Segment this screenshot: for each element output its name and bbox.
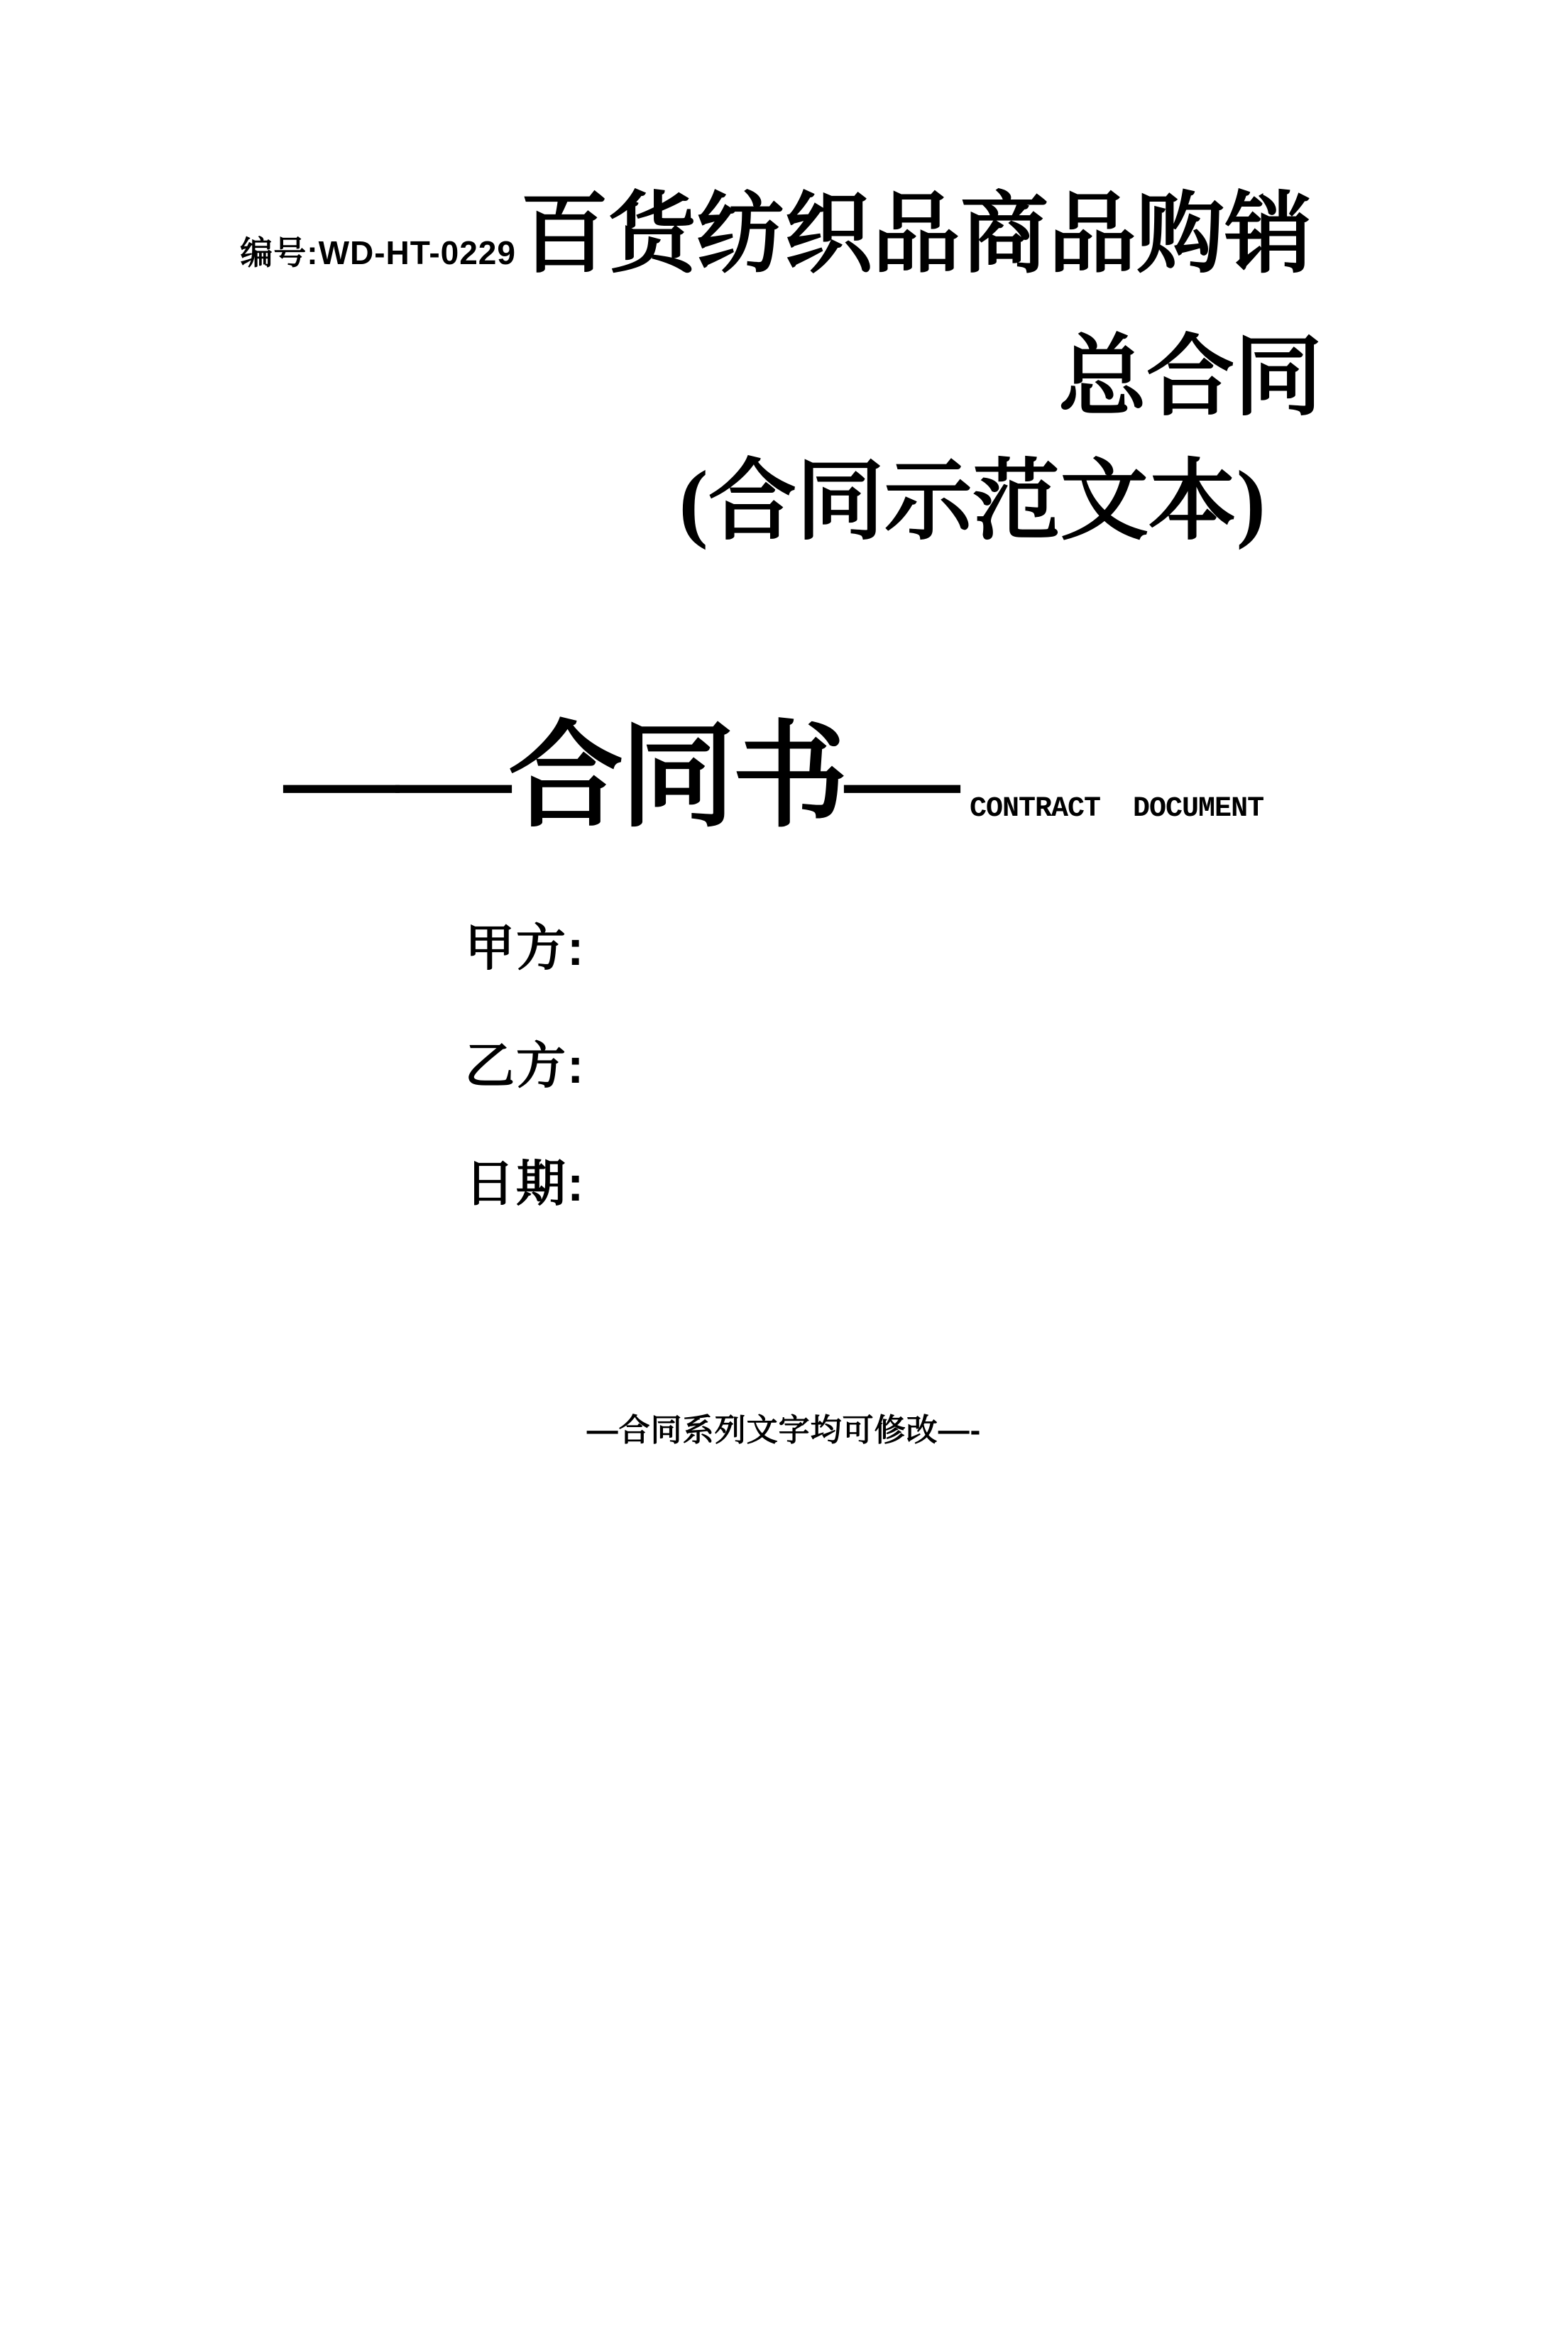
title-line-1 (170, 173, 1322, 315)
party-a-label: 甲方: (465, 920, 586, 976)
footer-note: —合同系列文字均可修改—- (586, 1413, 982, 1448)
contract-heading-en: CONTRACT DOCUMENT (970, 793, 1264, 825)
title-line-2: 总合同 (1058, 329, 1322, 426)
document-title-block (170, 173, 1322, 564)
doc-number-label: 编号:WD-HT-0229 (240, 234, 516, 271)
title-line-3: (合同示范文本) (679, 453, 1266, 550)
parties-block (465, 920, 586, 1211)
title-line-1-text: 百货纺织品商品购销 (520, 186, 1312, 283)
party-b-label: 乙方: (465, 1038, 586, 1093)
contract-heading-row (284, 714, 1263, 842)
date-label: 日期: (465, 1156, 586, 1211)
contract-heading-cn: ——合同书— (284, 714, 957, 841)
